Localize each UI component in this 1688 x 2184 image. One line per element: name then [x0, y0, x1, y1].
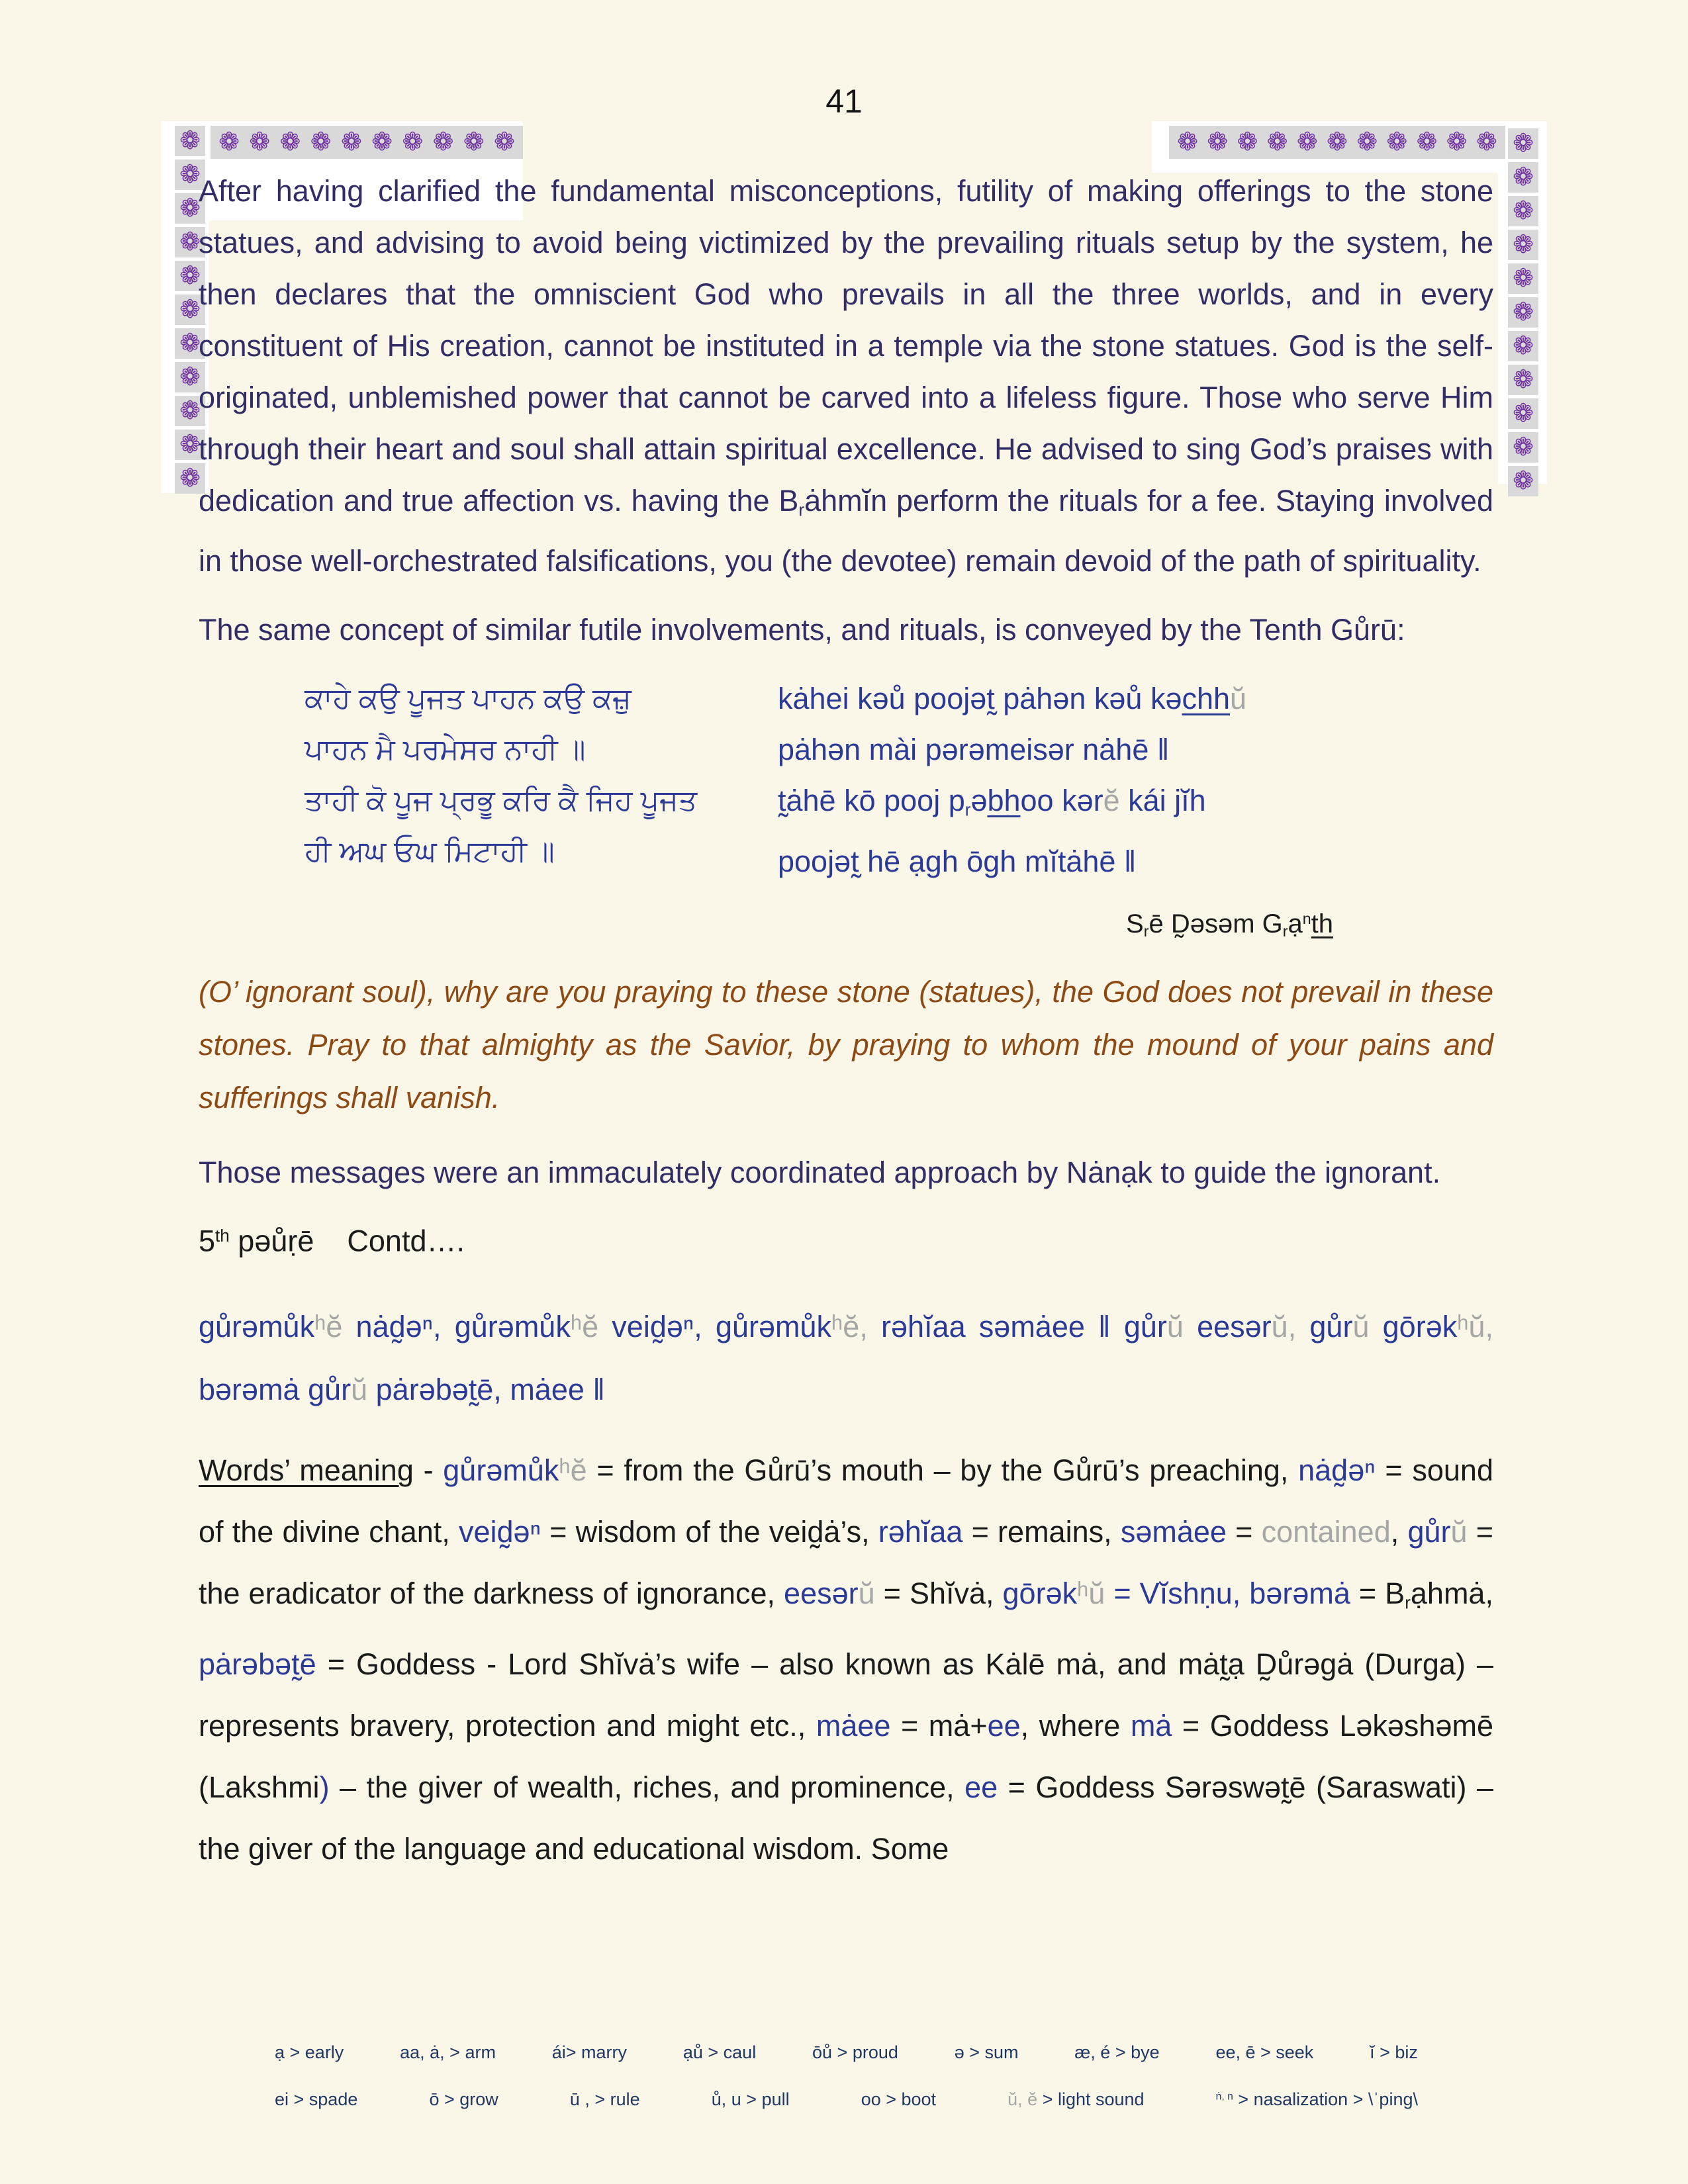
- flower-ornament-icon: ❁: [175, 362, 205, 392]
- flower-ornament-icon: ❁: [1266, 128, 1288, 156]
- page-number: 41: [825, 83, 863, 120]
- pronunciation-item: ee, ē > seek: [1215, 2042, 1314, 2062]
- flower-ornament-icon: ❁: [175, 295, 205, 325]
- pronunciation-item: ū , > rule: [569, 2089, 640, 2109]
- flower-ornament-icon: ❁: [1356, 128, 1378, 156]
- flower-ornament-icon: ❁: [175, 193, 205, 224]
- text-line: ਕਾਹੇ ਕਉ ਪੂਜਤ ਪਾਹਨ ਕਉ ਕਜ਼ੁ: [305, 682, 632, 715]
- flower-ornament-icon: ❁: [1508, 466, 1538, 496]
- pronunciation-item: ōů > proud: [812, 2042, 898, 2062]
- pronunciation-item: æ, é > bye: [1074, 2042, 1160, 2062]
- flower-border-top-left: [211, 126, 523, 159]
- pronunciation-item: oo > boot: [861, 2089, 937, 2109]
- flower-ornament-icon: ❁: [279, 128, 301, 156]
- flower-ornament-icon: ❁: [218, 128, 240, 156]
- flower-ornament-icon: ❁: [1508, 230, 1538, 260]
- flower-ornament-icon: ❁: [371, 128, 393, 156]
- text-line: ਹੀ ਅਘ ਓਘ ਮਿਟਾਹੀ ॥: [305, 835, 555, 868]
- flower-border-top-right: [1169, 126, 1505, 159]
- translation-paragraph: (O’ ignorant soul), why are you praying to these stone (statues), the God does not prevail in these stones. Pray to that almighty as the Savior, by praying to whom the mound of your pains and sufferings shall vanish.: [199, 974, 1493, 1115]
- flower-ornament-icon: ❁: [1508, 196, 1538, 226]
- text-line: poojət̰ hē ạgh ōgh mĭtȧhē ‖: [778, 844, 1137, 878]
- flower-ornament-icon: ❁: [1508, 398, 1538, 429]
- flower-ornament-icon: ❁: [1446, 128, 1468, 156]
- pronunciation-item: ŭ, ĕ > light sound: [1008, 2089, 1145, 2109]
- pronunciation-item: ái> marry: [551, 2042, 628, 2062]
- pronunciation-item: ei > spade: [275, 2089, 358, 2109]
- text-line: t̰ȧhē kō pooj $p_rəbhoo$ kərĕ kái jĭh: [778, 784, 1206, 820]
- pronunciation-row-1: [275, 2042, 1418, 2063]
- flower-ornament-icon: ❁: [1508, 128, 1538, 159]
- flower-ornament-icon: ❁: [175, 396, 205, 426]
- flower-ornament-icon: ❁: [494, 128, 515, 156]
- transliteration-column: [738, 673, 1493, 886]
- flower-border-right: [1507, 128, 1540, 495]
- flower-ornament-icon: ❁: [1416, 128, 1438, 156]
- flower-ornament-icon: ❁: [1237, 128, 1258, 156]
- flower-ornament-icon: ❁: [175, 261, 205, 291]
- flower-ornament-icon: ❁: [175, 430, 205, 460]
- pronunciation-item: ĭ > biz: [1370, 2042, 1418, 2062]
- pronunciation-item: ə > sum: [954, 2042, 1019, 2062]
- flower-ornament-icon: ❁: [1508, 331, 1538, 361]
- flower-ornament-icon: ❁: [175, 159, 205, 190]
- flower-ornament-icon: ❁: [402, 128, 424, 156]
- page-content: [199, 165, 1493, 1880]
- text-line: ਪਾਹਨ ਮੈ ਪਰਮੇਸਰ ਨਾਹੀ ॥: [305, 733, 586, 766]
- flower-ornament-icon: ❁: [1296, 128, 1318, 156]
- words-meaning-paragraph: Words’ meaning - gůrəmůkʰĕ = from the Gůrū’s mouth – by the Gůrū’s preaching, nȧd̰əⁿ = sound of the divine chant, veid̰əⁿ = wisdom of the veid̰ȧ’s, rəhĭaa = remains, səmȧee = contained, gůrŭ = the eradicator of the darkness of ignorance, eesərŭ = Shĭvȧ, gōrəkʰŭ = Vĭshṇu, bərəmȧ = $B_rạhmȧ$, pȧrəbət̰ē = Goddess - Lord Shĭvȧ’s wife – also known as Kȧlē mȧ, and mȧt̰ạ D̰ůrəgȧ (Durga) – represents bravery, protection and might etc., mȧee = mȧ+ee, where mȧ = Goddess Ləkəshəmē (Lakshmi) – the giver of wealth, riches, and prominence, ee = Goddess Sərəswət̰ē (Saraswati) – the giver of the language and educational wisdom. Some: [199, 1453, 1493, 1866]
- intro-paragraph: After having clarified the fundamental misconceptions, futility of making offerings to the stone statues, and advising to avoid being victimized by the prevailing rituals setup by the system, he then declares that the omniscient God who prevails in all the three worlds, and in every constituent of His creation, cannot be instituted in a temple via the stone statues. God is the self-originated, unblemished power that cannot be carved into a lifeless figure. Those who serve Him through their heart and soul shall attain spiritual excellence. He advised to sing God’s praises with dedication and true affection vs. having the $B_rȧhmĭn$ perform the rituals for a fee. Staying involved in those well-orchestrated falsifications, you (the devotee) remain devoid of the path of spirituality.: [199, 174, 1493, 578]
- text-line: kȧhei kəů poojət̰ pȧhən kəů kəchhŭ: [778, 682, 1247, 716]
- flower-ornament-icon: ❁: [1508, 297, 1538, 328]
- shabad-block: [199, 673, 1493, 886]
- nanak-paragraph: Those messages were an immaculately coordinated approach by Nȧnạk to guide the ignorant.: [199, 1155, 1441, 1189]
- pronunciation-guide: [275, 2016, 1418, 2110]
- flower-ornament-icon: ❁: [1476, 128, 1497, 156]
- flower-ornament-icon: ❁: [432, 128, 454, 156]
- transliteration-paragraph: gůrəmůkʰĕ nȧd̰əⁿ, gůrəmůkʰĕ veid̰əⁿ, gůrəmůkʰĕ, rəhĭaa səmȧee ‖ gůrŭ eesərŭ, gůrŭ gōrəkʰŭ, bərəmȧ gůrŭ pȧrəbət̰ē, mȧee ‖: [199, 1310, 1493, 1407]
- gurmukhi-column: [305, 673, 738, 886]
- pronunciation-item: aa, ȧ, > arm: [400, 2042, 496, 2062]
- pronunciation-item: ạů > caul: [682, 2042, 757, 2062]
- pronunciation-item: $^{ṅ, n}$ > nasalization > \ˈping\: [1215, 2089, 1418, 2109]
- pronunciation-item: ō > grow: [429, 2089, 498, 2109]
- text-line: ਤਾਹੀ ਕੋ ਪੂਜ ਪ੍ਰਭੂ ਕਰਿ ਕੈ ਜਿਹ ਪੂਜਤ: [305, 784, 697, 817]
- flower-ornament-icon: ❁: [340, 128, 362, 156]
- flower-ornament-icon: ❁: [1327, 128, 1348, 156]
- pronunciation-row-2: [275, 2089, 1418, 2110]
- flower-ornament-icon: ❁: [175, 328, 205, 359]
- scripture-attribution: $S_rē$ D̰əsəm $G_rạ^nth$: [1126, 909, 1333, 940]
- pronunciation-item: ů, u > pull: [711, 2089, 790, 2109]
- flower-ornament-icon: ❁: [1508, 365, 1538, 395]
- flower-ornament-icon: ❁: [1177, 128, 1198, 156]
- flower-ornament-icon: ❁: [1508, 162, 1538, 193]
- text-line: pȧhən mài pərəmeisər nȧhē ‖: [778, 733, 1170, 767]
- flower-ornament-icon: ❁: [310, 128, 332, 156]
- pronunciation-item: ạ > early: [275, 2042, 344, 2062]
- flower-ornament-icon: ❁: [175, 463, 205, 494]
- flower-ornament-icon: ❁: [1207, 128, 1229, 156]
- flower-ornament-icon: ❁: [249, 128, 271, 156]
- pauri-heading: 5th pəůṛē Contd….: [199, 1224, 465, 1258]
- flower-ornament-icon: ❁: [1386, 128, 1408, 156]
- flower-ornament-icon: ❁: [175, 227, 205, 257]
- flower-ornament-icon: ❁: [1508, 263, 1538, 294]
- flower-ornament-icon: ❁: [175, 126, 205, 156]
- flower-ornament-icon: ❁: [463, 128, 485, 156]
- same-concept-paragraph: The same concept of similar futile involvements, and rituals, is conveyed by the Tenth Gůrū:: [199, 613, 1405, 647]
- flower-ornament-icon: ❁: [1508, 432, 1538, 463]
